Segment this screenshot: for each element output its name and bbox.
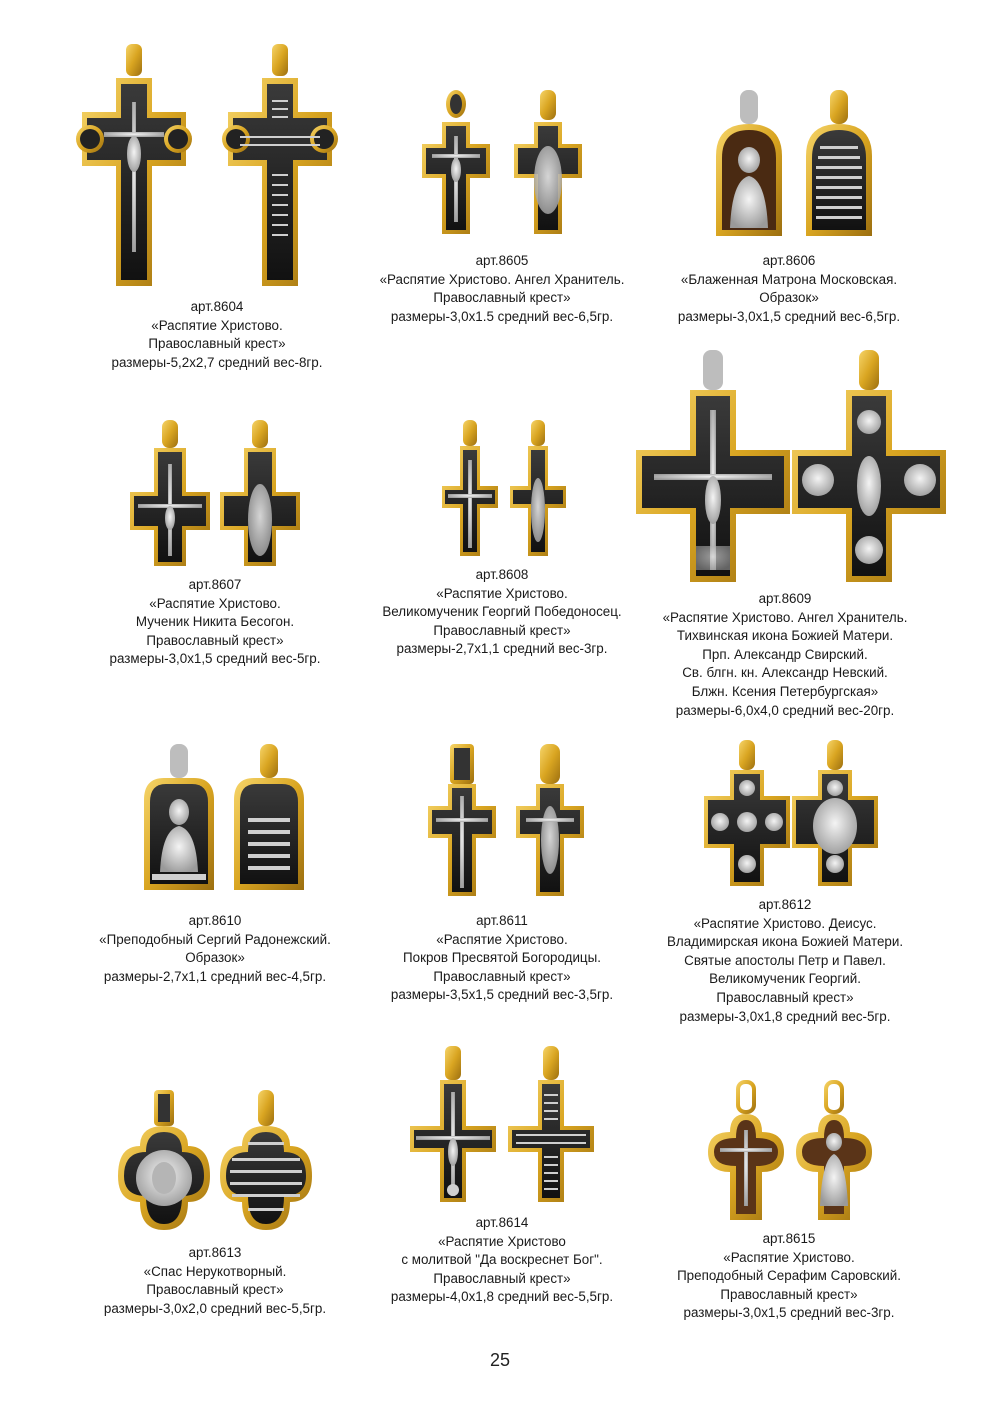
cross-icon (512, 744, 588, 900)
cross-icon (128, 420, 212, 568)
pendant-back (508, 420, 568, 558)
caption-line: Св. блгн. кн. Александр Невский. (682, 665, 888, 681)
caption-line: «Спас Нерукотворный. (143, 1263, 287, 1279)
article-number: арт.8610 (188, 913, 242, 928)
caption-line: Тихвинская икона Божией Матери. (676, 628, 894, 644)
caption-line: Образок» (759, 290, 819, 306)
article-number: арт.8606 (762, 253, 816, 268)
caption-line: «Распятие Христово. (151, 317, 283, 333)
caption-line: «Распятие Христово. Ангел Хранитель. (379, 271, 625, 287)
caption-line: размеры-4,0х1,8 средний вес-5,5гр. (390, 1289, 614, 1305)
caption (357, 252, 647, 326)
cross-icon (792, 1080, 876, 1224)
caption (357, 566, 647, 659)
cross-icon (420, 90, 492, 240)
article-number: арт.8609 (758, 591, 812, 606)
caption-line: «Распятие Христово. Ангел Хранитель. (662, 609, 908, 625)
pendant-back (792, 1080, 876, 1224)
pendant-front (632, 350, 794, 586)
caption-line: Образок» (185, 950, 245, 966)
caption-line: Православный крест» (433, 290, 571, 306)
article-number: арт.8607 (188, 577, 242, 592)
pendant-front (702, 740, 792, 888)
caption (644, 252, 934, 326)
pendant-front (440, 420, 500, 558)
caption-line: Православный крест» (716, 989, 854, 1005)
caption-line: «Преподобный Сергий Радонежский. (99, 931, 331, 947)
cross-icon (72, 44, 196, 288)
caption-line: Православный крест» (720, 1286, 858, 1302)
caption-line: размеры-3,5х1,5 средний вес-3,5гр. (390, 987, 614, 1003)
caption-line: с молитвой "Да воскреснет Бог". (401, 1252, 603, 1268)
caption-line: «Распятие Христово. (436, 931, 568, 947)
caption-line: размеры-3,0х1,5 средний вес-6,5гр. (677, 308, 901, 324)
article-number: арт.8608 (475, 567, 529, 582)
pendant-front (138, 744, 220, 894)
caption-line: «Распятие Христово. (436, 585, 568, 601)
caption-line: размеры-3,0х1,5 средний вес-5гр. (109, 651, 321, 667)
pendant-front (424, 744, 500, 900)
icon-medallion-icon (228, 744, 310, 894)
caption (70, 576, 360, 669)
cross-icon (440, 420, 500, 558)
caption-line: Мученик Никита Бесогон. (135, 614, 295, 630)
caption-line: «Распятие Христово. Деисус. (693, 915, 877, 931)
icon-medallion-icon (798, 90, 880, 240)
caption-line: Великомученик Георгий. (709, 971, 861, 987)
caption-line: Святые апостолы Петр и Павел. (684, 952, 886, 968)
cross-icon (506, 1046, 596, 1206)
caption-line: «Распятие Христово (438, 1233, 566, 1249)
cross-icon (218, 420, 302, 568)
pendant-back (218, 44, 342, 288)
pendant-front (708, 90, 790, 240)
caption-line: Православный крест» (148, 336, 286, 352)
caption-line: Владимирская икона Божией Матери. (666, 934, 904, 950)
pendant-back (512, 744, 588, 900)
caption-line: Православный крест» (146, 1282, 284, 1298)
caption-line: размеры-2,7х1,1 средний вес-3гр. (396, 641, 608, 657)
caption-line: размеры-3,0х2,0 средний вес-5,5гр. (103, 1300, 327, 1316)
article-number: арт.8613 (188, 1245, 242, 1260)
caption-line: размеры-6,0х4,0 средний вес-20гр. (675, 702, 895, 718)
caption-line: размеры-3,0х1,5 средний вес-3гр. (683, 1305, 895, 1321)
pendant-front (116, 1090, 212, 1234)
cross-icon (702, 740, 792, 888)
article-number: арт.8611 (476, 913, 528, 928)
cross-icon (508, 420, 568, 558)
pendant-back (512, 90, 584, 240)
cross-icon (512, 90, 584, 240)
cross-icon (218, 44, 342, 288)
cross-icon (116, 1090, 212, 1234)
pendant-front (128, 420, 212, 568)
caption-line: Православный крест» (433, 968, 571, 984)
caption-line: Блжн. Ксения Петербургская» (691, 683, 879, 699)
caption-line: «Распятие Христово. (723, 1249, 855, 1265)
caption-line: размеры-3,0х1.5 средний вес-6,5гр. (390, 308, 614, 324)
article-number: арт.8614 (475, 1215, 529, 1230)
cross-icon (424, 744, 500, 900)
caption-line: Православный крест» (433, 1270, 571, 1286)
article-number: арт.8605 (475, 253, 529, 268)
article-number: арт.8615 (762, 1231, 816, 1246)
icon-medallion-icon (708, 90, 790, 240)
cross-icon (788, 350, 950, 586)
article-number: арт.8612 (758, 897, 812, 912)
caption-line: Покров Пресвятой Богородицы. (403, 950, 601, 966)
caption (357, 912, 647, 1005)
caption (357, 1214, 647, 1307)
caption (72, 298, 362, 372)
pendant-back (228, 744, 310, 894)
caption (640, 590, 930, 720)
pendant-front (704, 1080, 788, 1224)
cross-icon (704, 1080, 788, 1224)
caption-line: «Распятие Христово. (149, 595, 281, 611)
pendant-front (408, 1046, 498, 1206)
page-number: 25 (489, 1350, 511, 1370)
pendant-back (218, 1090, 314, 1234)
caption-line: размеры-3,0х1,8 средний вес-5гр. (679, 1008, 891, 1024)
article-number: арт.8604 (190, 299, 244, 314)
caption-line: Преподобный Серафим Саровский. (677, 1268, 901, 1284)
caption-line: Православный крест» (146, 632, 284, 648)
icon-medallion-icon (138, 744, 220, 894)
caption-line: размеры-2,7х1,1 средний вес-4,5гр. (103, 968, 327, 984)
pendant-back (506, 1046, 596, 1206)
pendant-back (790, 740, 880, 888)
caption (70, 912, 360, 986)
caption-line: размеры-5,2х2,7 средний вес-8гр. (111, 354, 323, 370)
pendant-front (72, 44, 196, 288)
pendant-back (218, 420, 302, 568)
caption-line: Православный крест» (433, 622, 571, 638)
caption (644, 1230, 934, 1323)
cross-icon (218, 1090, 314, 1234)
cross-icon (408, 1046, 498, 1206)
caption-line: Великомученик Георгий Победоносец. (382, 604, 622, 620)
pendant-back (788, 350, 950, 586)
pendant-back (798, 90, 880, 240)
caption (640, 896, 930, 1026)
caption-line: «Блаженная Матрона Московская. (680, 271, 898, 287)
cross-icon (632, 350, 794, 586)
cross-icon (790, 740, 880, 888)
caption-line: Прп. Александр Свирский. (702, 646, 868, 662)
caption (70, 1244, 360, 1318)
pendant-front (420, 90, 492, 240)
